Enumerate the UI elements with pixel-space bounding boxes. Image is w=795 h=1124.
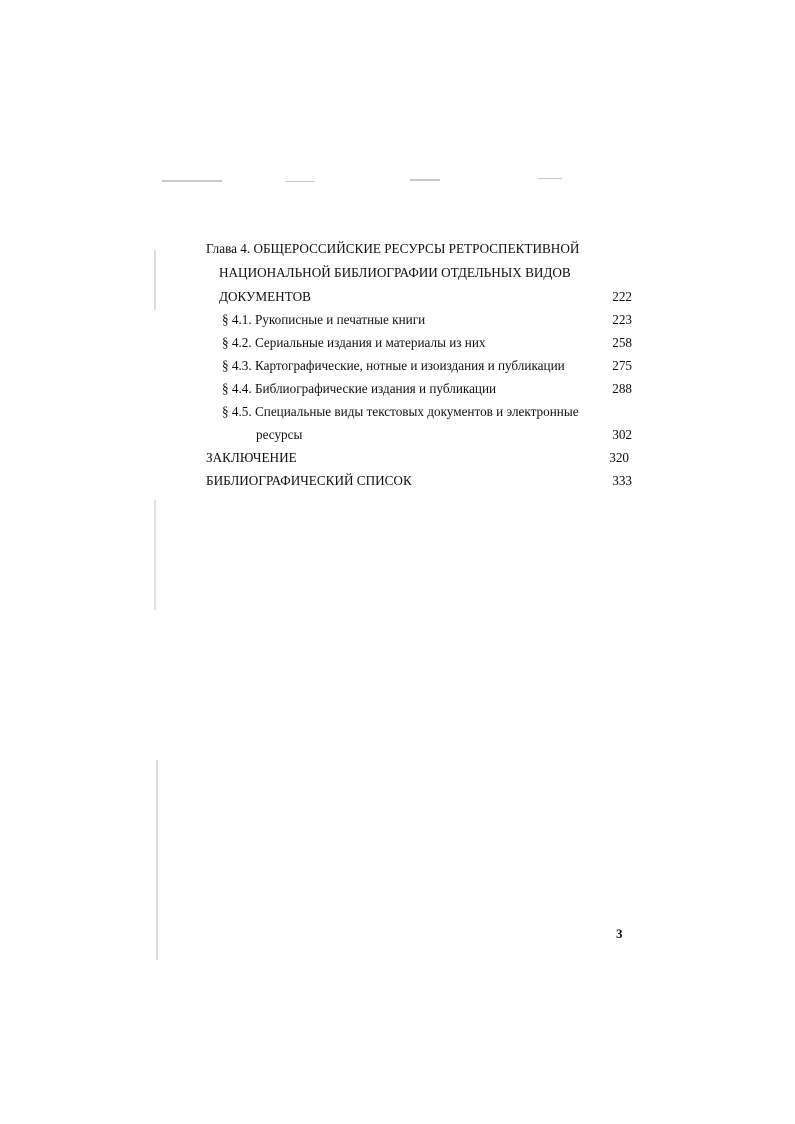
bibliography-page: 333 xyxy=(612,473,632,488)
section-4-2-page: 258 xyxy=(612,335,632,350)
section-4-5-title: § 4.5. Специальные виды текстовых документов и электронные xyxy=(222,404,579,419)
chapter-4-page: 222 xyxy=(612,289,632,304)
chapter-4-title-line-1: Глава 4. ОБЩЕРОССИЙСКИЕ РЕСУРСЫ РЕТРОСПЕКТИВНОЙ xyxy=(206,241,580,256)
section-4-1-title: § 4.1. Рукописные и печатные книги xyxy=(222,312,426,327)
chapter-4-title-line-2: НАЦИОНАЛЬНОЙ БИБЛИОГРАФИИ ОТДЕЛЬНЫХ ВИДОВ xyxy=(219,265,571,280)
scan-artifact xyxy=(154,500,156,610)
section-4-1-page: 223 xyxy=(612,312,632,327)
section-4-2-title: § 4.2. Сериальные издания и материалы из них xyxy=(222,335,486,350)
scan-artifact xyxy=(538,178,562,179)
section-4-4-title: § 4.4. Библиографические издания и публикации xyxy=(222,381,497,396)
scan-artifact xyxy=(410,179,440,181)
scan-artifact xyxy=(162,180,222,182)
chapter-4-title-line-3: ДОКУМЕНТОВ xyxy=(219,289,311,304)
section-4-5-page: 302 xyxy=(612,427,632,442)
scan-artifact xyxy=(156,760,158,960)
scan-artifact xyxy=(154,250,156,310)
conclusion-page: 320 xyxy=(609,450,629,465)
section-4-5-title-continued: ресурсы xyxy=(256,427,303,442)
page-number: 3 xyxy=(616,926,623,941)
section-4-3-page: 275 xyxy=(612,358,632,373)
bibliography-title: БИБЛИОГРАФИЧЕСКИЙ СПИСОК xyxy=(206,473,412,488)
section-4-3-title: § 4.3. Картографические, нотные и изоиздания и публикации xyxy=(222,358,565,373)
conclusion-title: ЗАКЛЮЧЕНИЕ xyxy=(206,450,297,465)
scan-artifact xyxy=(285,181,315,182)
section-4-4-page: 288 xyxy=(612,381,632,396)
